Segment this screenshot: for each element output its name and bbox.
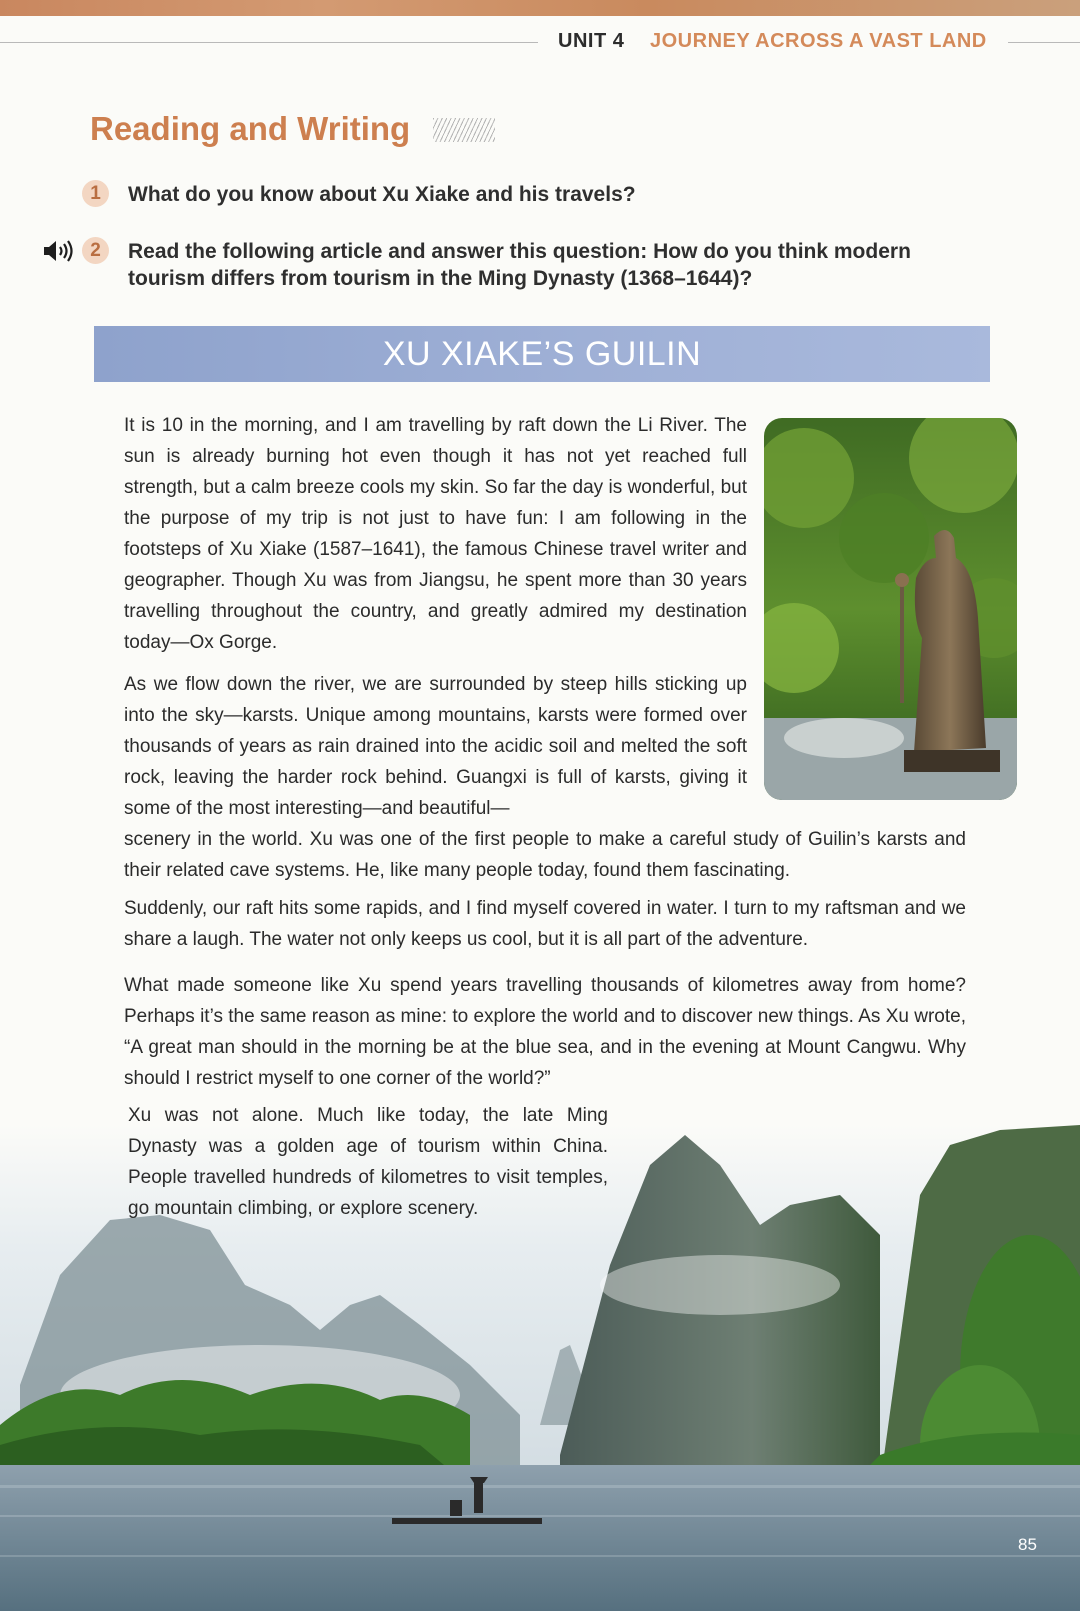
question-1 [82, 180, 782, 210]
hatch-decoration [433, 118, 495, 142]
speaker-icon[interactable] [42, 239, 76, 263]
article-title: XU XIAKE’S GUILIN [382, 335, 702, 373]
article-paragraph: scenery in the world. Xu was one of the first people to make a careful study of Guilin’s karsts and their related cave systems. He, like many people today, found them fascinating. [124, 829, 966, 881]
section-title: Reading and Writing [90, 110, 411, 147]
article-paragraph: Xu was not alone. Much like today, the late Ming Dynasty was a golden age of tourism within China. People travelled hundreds of kilometres to visit temples, go mountain climbing, or explore scenery. [128, 1105, 608, 1219]
question-number-badge: 2 [82, 237, 109, 264]
article-paragraph: As we flow down the river, we are surrounded by steep hills sticking up into the sky—karsts. Unique among mountains, karsts were formed over thousands of years as rain drained into the acidic soil and melted the soft rock, leaving the harder rock behind. Guangxi is full of karsts, giving it some of the most interesting—and beautiful— [124, 674, 747, 819]
header-rule-left [0, 42, 538, 43]
article-paragraph: It is 10 in the morning, and I am travelling by raft down the Li River. The sun is already burning hot even though it has not yet reached full strength, but a calm breeze cools my skin. So far the day is wonderful, but the purpose of my trip is not just to have fun: I am following in the footsteps of Xu Xiake (1587–1641), the famous Chinese travel writer and geographer. Though Xu was from Jiangsu, he spent more than 30 years travelling throughout the country, and greatly admired my destination today—Ox Gorge. [124, 415, 747, 653]
top-color-band [0, 0, 1080, 16]
article-title-banner [94, 326, 990, 382]
page-number: 85 [1018, 1535, 1037, 1554]
unit-header [0, 28, 1080, 58]
question-text: Read the following article and answer this question: How do you think modern tourism differs from tourism in the Ming Dynasty (1368–1644)? [128, 240, 911, 290]
question-text: What do you know about Xu Xiake and his travels? [128, 183, 636, 206]
article-paragraph: Suddenly, our raft hits some rapids, and I find myself covered in water. I turn to my raftsman and we share a laugh. The water not only keeps us cool, but it is all part of the adventure. [124, 898, 966, 950]
unit-title: JOURNEY ACROSS A VAST LAND [650, 30, 987, 52]
statue-photo [764, 418, 1017, 800]
question-2 [82, 237, 982, 297]
header-rule-right [1008, 42, 1080, 43]
question-number-badge: 1 [82, 180, 109, 207]
article-paragraph: What made someone like Xu spend years travelling thousands of kilometres away from home? Perhaps it’s the same reason as mine: to explore the world and to discover new things. As Xu wrote, “A great man should in the morning be at the blue sea, and in the evening at Mount Cangwu. Why should I restrict myself to one corner of the world?” [124, 975, 966, 1089]
unit-number: UNIT 4 [558, 30, 625, 52]
